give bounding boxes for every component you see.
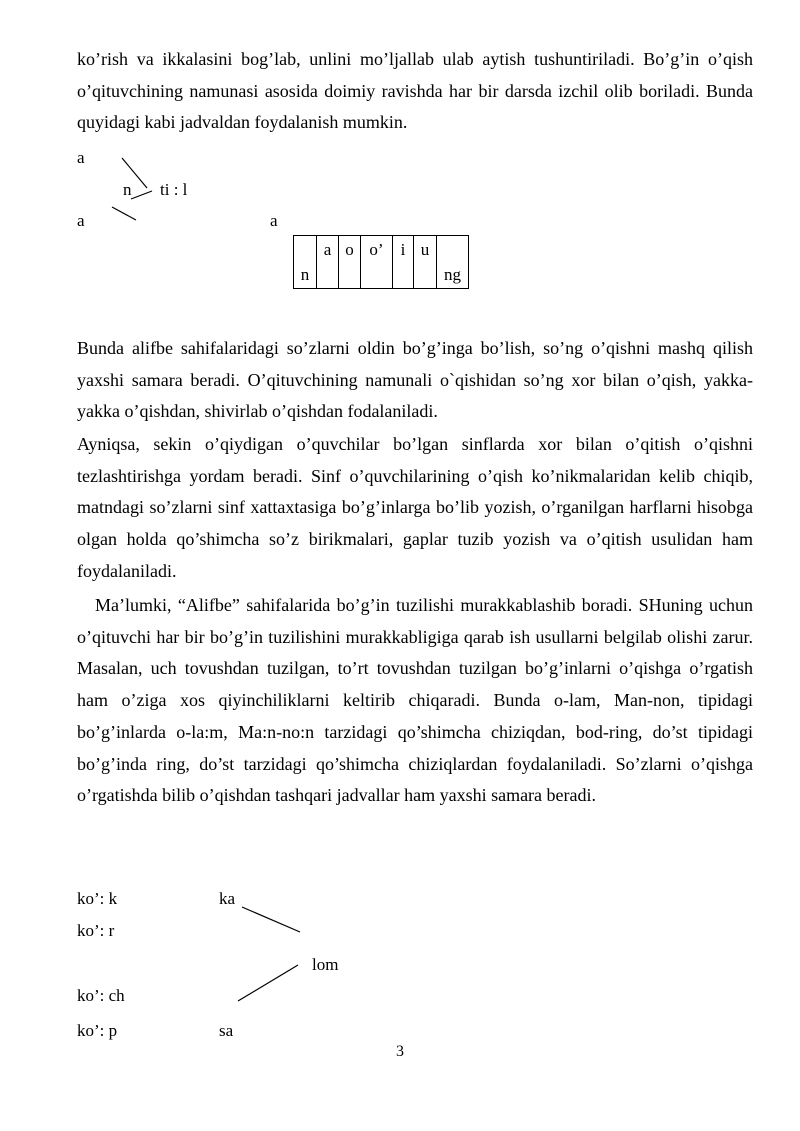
intro-paragraph: ko’rish va ikkalasini bog’lab, unlini mo’ljallab ulab aytish tushuntiriladi. Bo’g’in o’qish o’qituvchining namunasi asosida doimiy ravishda har bir darsda izchil olib boriladi. Bunda quyidagi kabi jadvaldan foydalanish mumkin. xyxy=(77,49,753,133)
diagram-letter-n: n xyxy=(123,180,132,199)
table-cell-a: a xyxy=(317,236,339,289)
table-cell-i: i xyxy=(393,236,414,289)
table-cell-ng: ng xyxy=(437,262,469,289)
diagram2-row-ch: ko’: ch xyxy=(77,986,125,1005)
diagram-syllable-ti: ti : l xyxy=(160,180,188,199)
diagram2-row-r: ko’: r xyxy=(77,921,115,940)
paragraph-2: Ayniqsa, sekin o’qiydigan o’quvchilar bo’lgan sinflarda xor bilan o’qitish o’qishni tezlashtirishga yordam beradi. Sinf o’quvchilarining o’qish ko’nikmalaridan kelib chiqib, matndagi so’zlarni sinf xattaxtasiga bo’g’inlarga bo’lib yozish, o’rganilgan harflarni hisobga olgan holda qo’shimcha so’z birikmalari, gaplar tuzib yozish va o’qitish usulidan ham foydalaniladi. xyxy=(77,434,753,581)
diagram2-row-p: ko’: p xyxy=(77,1021,118,1040)
table-cell-o: o xyxy=(339,236,361,289)
diagram-letter-a-bottom: a xyxy=(77,211,85,230)
diagram2-syllable-sa: sa xyxy=(219,1021,234,1040)
paragraph-1: Bunda alifbe sahifalaridagi so’zlarni oldin bo’g’inga bo’lish, so’ng o’qishni mashq qilish yaxshi samara beradi. O’qituvchining namunali o`qishidan so’ng xor bilan o’qish, yakka-yakka o’qishdan, shivirlab o’qishdan fodalaniladi. xyxy=(77,338,753,422)
diagram2-syllable-ka: ka xyxy=(219,889,236,908)
table-cell-o-apos: o’ xyxy=(361,236,393,289)
diagram-letter-a-right: a xyxy=(270,211,278,230)
page-number: 3 xyxy=(396,1043,404,1060)
table-cell-u: u xyxy=(414,236,437,289)
table-cell-n: n xyxy=(294,262,317,289)
paragraph-3: Ma’lumki, “Alifbe” sahifalarida bo’g’in tuzilishi murakkablashib boradi. SHuning uchun o’qituvchi har bir bo’g’in tuzilishini murakkabligiga qarab ish usullarni belgilab olishi zarur. Masalan, uch tovushdan tuzilgan, to’rt tovushdan tuzilgan bo’g’inlarni o’qishga o’rgatish ham o’ziga xos qiyinchiliklarni keltirib chiqaradi. Bunda o-lam, Man-non, tipidagi bo’g’inlarda o-la:m, Ma:n-no:n tarzidagi qo’shimcha chiziqdan, bod-ring, do’st tipidagi bo’g’inda ring, do’st tarzidagi qo’shimcha chiziqlardan foydalaniladi. So’zlarni o’qishga o’rgatishda bilib o’qishdan tashqari jadvallar ham yaxshi samara beradi. xyxy=(77,595,753,806)
diagram-letter-a-top: a xyxy=(77,148,85,167)
diagram2-row-k: ko’: k xyxy=(77,889,118,908)
diagram2-syllable-lom: lom xyxy=(312,955,339,974)
